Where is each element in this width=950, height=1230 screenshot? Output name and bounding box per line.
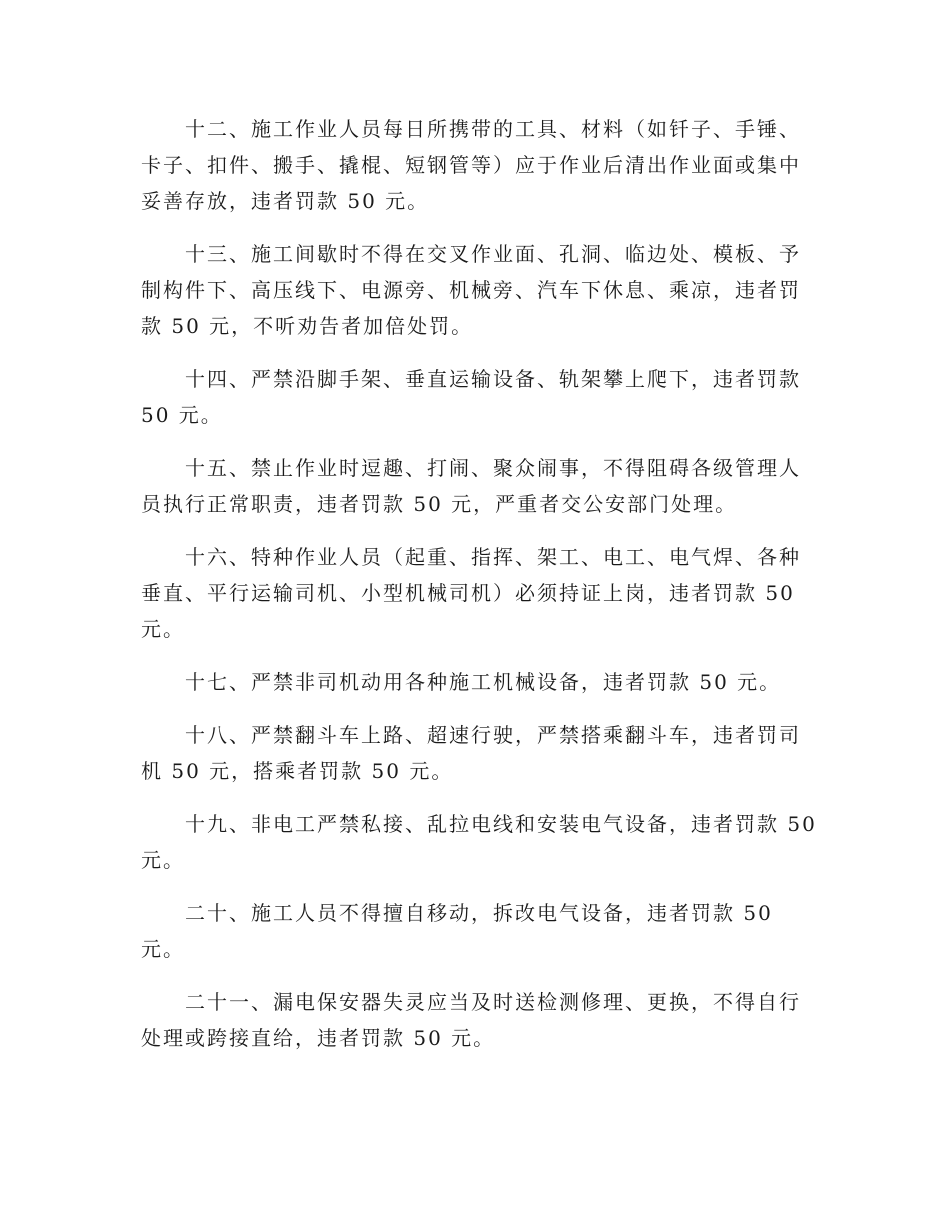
paragraph-line: 员执行正常职责，违者罚款 50 元，严重者交公安部门处理。 [141, 492, 738, 516]
paragraph-line: 元。 [141, 848, 185, 872]
paragraph-12 [141, 111, 813, 219]
paragraph-15 [141, 450, 813, 522]
paragraph-line: 垂直、平行运输司机、小型机械司机）必须持证上岗，违者罚款 50 [141, 581, 795, 605]
paragraph-line: 机 50 元，搭乘者罚款 50 元。 [141, 759, 454, 783]
paragraph-line: 卡子、扣件、搬手、撬棍、短钢管等）应于作业后清出作业面或集中 [141, 153, 801, 177]
paragraph-19 [141, 806, 817, 878]
paragraph-line: 十六、特种作业人员（起重、指挥、架工、电工、电气焊、各种 [141, 545, 801, 569]
paragraph-13 [141, 236, 813, 344]
paragraph-line: 十二、施工作业人员每日所携带的工具、材料（如钎子、手锤、 [141, 117, 801, 141]
paragraph-21 [141, 984, 813, 1056]
paragraph-line: 50 元。 [141, 403, 223, 427]
paragraph-20 [141, 895, 813, 967]
paragraph-line: 款 50 元，不听劝告者加倍处罚。 [141, 314, 474, 338]
paragraph-line: 十三、施工间歇时不得在交叉作业面、孔洞、临边处、模板、予 [141, 242, 801, 266]
paragraph-17 [141, 664, 813, 700]
paragraph-line: 十九、非电工严禁私接、乱拉电线和安装电气设备，违者罚款 50 [141, 812, 817, 836]
paragraph-line: 妥善存放，违者罚款 50 元。 [141, 189, 430, 213]
document-body [141, 111, 817, 1073]
paragraph-line: 二十、施工人员不得擅自移动，拆改电气设备，违者罚款 50 [141, 901, 773, 925]
paragraph-line: 十八、严禁翻斗车上路、超速行驶，严禁搭乘翻斗车，违者罚司 [141, 723, 801, 747]
paragraph-line: 十四、严禁沿脚手架、垂直运输设备、轨架攀上爬下，违者罚款 [141, 367, 801, 391]
paragraph-line: 十七、严禁非司机动用各种施工机械设备，违者罚款 50 元。 [141, 670, 782, 694]
paragraph-line: 处理或跨接直给，违者罚款 50 元。 [141, 1026, 496, 1050]
paragraph-18 [141, 717, 813, 789]
paragraph-line: 元。 [141, 617, 185, 641]
paragraph-line: 元。 [141, 937, 185, 961]
paragraph-14 [141, 361, 813, 433]
paragraph-16 [141, 539, 813, 647]
paragraph-line: 二十一、漏电保安器失灵应当及时送检测修理、更换，不得自行 [141, 990, 801, 1014]
paragraph-line: 制构件下、高压线下、电源旁、机械旁、汽车下休息、乘凉，违者罚 [141, 278, 801, 302]
paragraph-line: 十五、禁止作业时逗趣、打闹、聚众闹事，不得阻碍各级管理人 [141, 456, 801, 480]
